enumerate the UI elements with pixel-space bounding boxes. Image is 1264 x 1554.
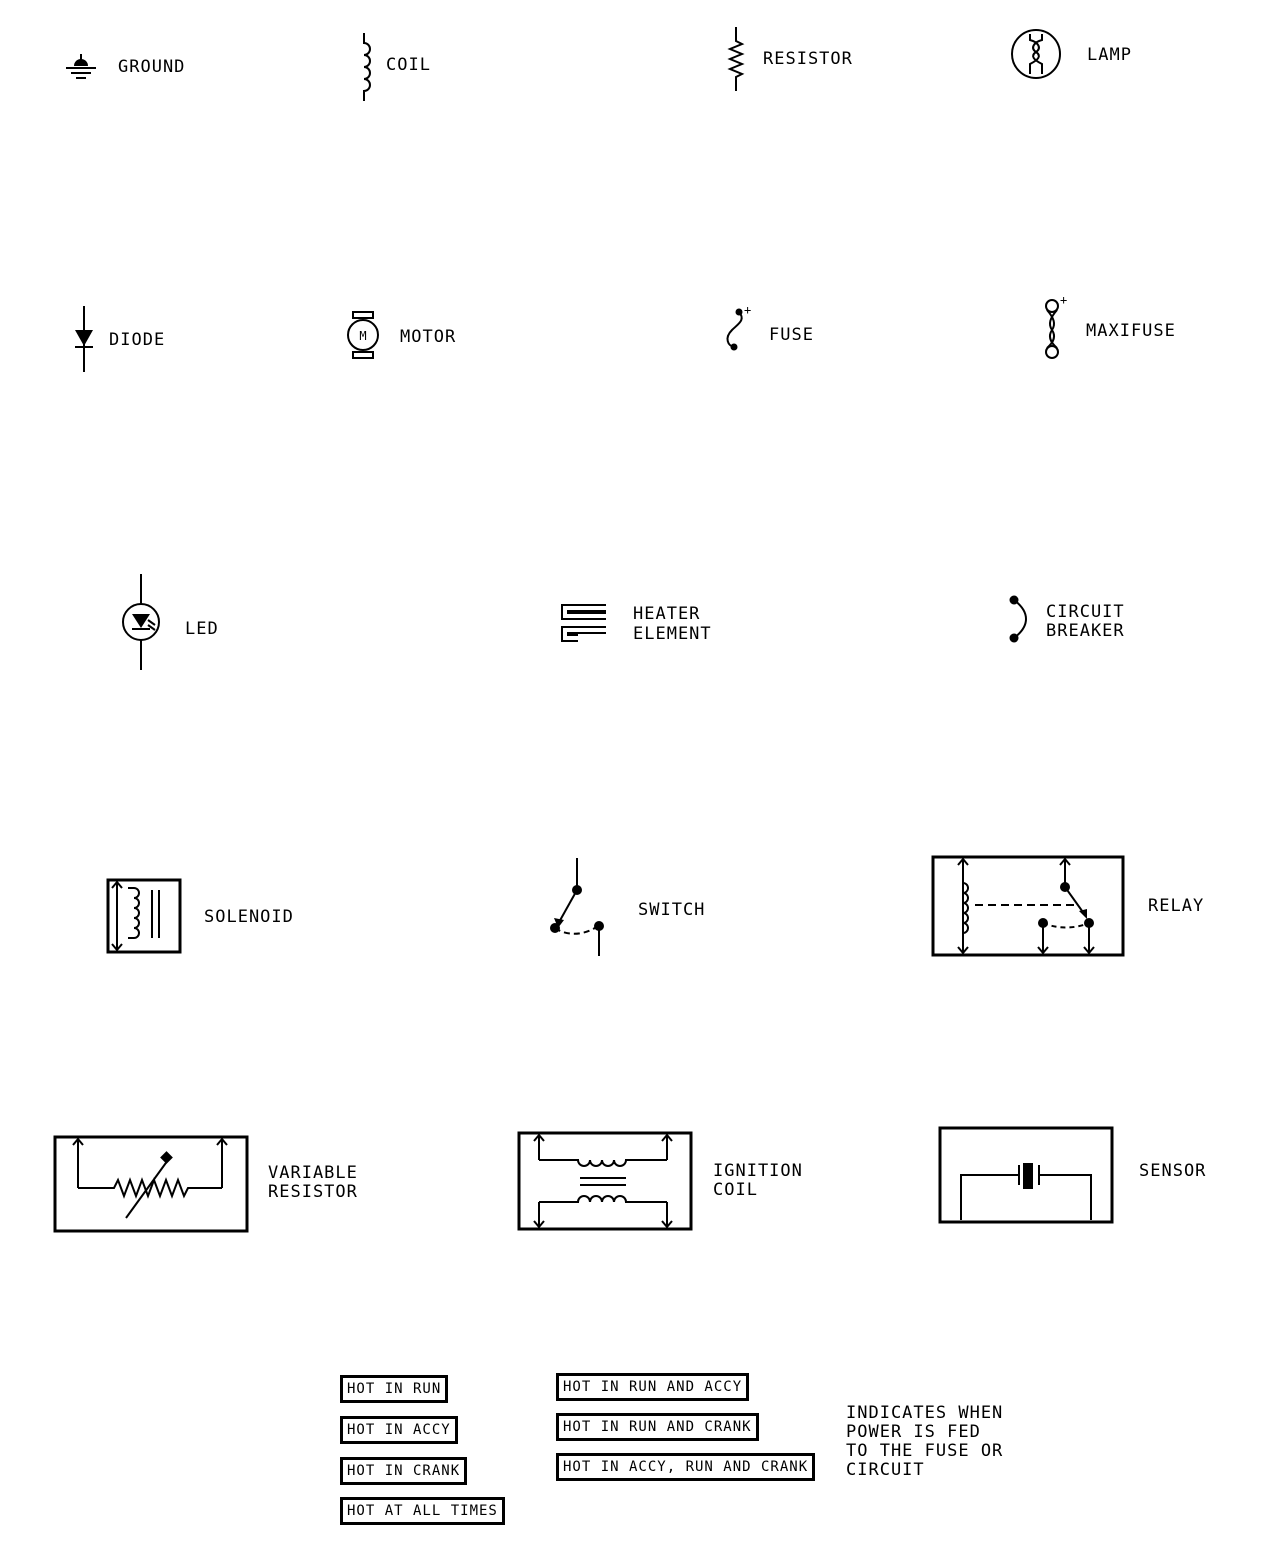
indicator-note-line-3: TO THE FUSE OR: [846, 1441, 1004, 1461]
heater-element-symbol: [558, 601, 614, 645]
hot-at-all-times-tag: HOT AT ALL TIMES: [340, 1497, 505, 1525]
led-label: LED: [185, 619, 219, 639]
hot-in-run-and-crank-tag: HOT IN RUN AND CRANK: [556, 1413, 759, 1441]
coil-label: COIL: [386, 55, 431, 75]
hot-in-accy-run-and-crank-tag: HOT IN ACCY, RUN AND CRANK: [556, 1453, 815, 1481]
variable-resistor-symbol: [50, 1132, 254, 1238]
motor-symbol: [346, 310, 382, 362]
relay-symbol: [929, 853, 1129, 959]
motor-label: MOTOR: [400, 327, 457, 347]
indicator-note-line-4: CIRCUIT: [846, 1460, 925, 1480]
maxifuse-label: MAXIFUSE: [1086, 321, 1176, 341]
solenoid-symbol: [104, 876, 184, 956]
circuit-breaker-symbol: [1004, 592, 1034, 648]
ignition-coil-label-1: IGNITION: [713, 1161, 803, 1181]
indicator-note-line-2: POWER IS FED: [846, 1422, 981, 1442]
indicator-note: [846, 1404, 1003, 1480]
coil-symbol: [350, 33, 380, 103]
relay-label: RELAY: [1148, 896, 1205, 916]
hot-in-accy-tag: HOT IN ACCY: [340, 1416, 458, 1444]
ground-label: GROUND: [118, 57, 186, 77]
sensor-symbol: [935, 1123, 1119, 1227]
variable-resistor-label-2: RESISTOR: [268, 1182, 358, 1202]
heater-element-label-2: ELEMENT: [633, 624, 712, 644]
fuse-label: FUSE: [769, 325, 814, 345]
ignition-coil-label-2: COIL: [713, 1180, 758, 1200]
indicator-note-line-1: INDICATES WHEN: [846, 1403, 1004, 1423]
switch-symbol: [540, 858, 610, 960]
hot-in-run-and-accy-tag: HOT IN RUN AND ACCY: [556, 1373, 749, 1401]
fuse-symbol: [718, 300, 758, 354]
led-symbol: [120, 574, 168, 672]
ignition-coil-symbol: [514, 1128, 698, 1236]
diode-symbol: [72, 306, 98, 374]
circuit-breaker-label-2: BREAKER: [1046, 621, 1125, 641]
fuse-plus: +: [744, 303, 752, 317]
solenoid-label: SOLENOID: [204, 907, 294, 927]
diode-label: DIODE: [109, 330, 166, 350]
switch-label: SWITCH: [638, 900, 706, 920]
variable-resistor-label-1: VARIABLE: [268, 1163, 358, 1183]
maxifuse-symbol: [1036, 292, 1076, 364]
circuit-breaker-label-1: CIRCUIT: [1046, 602, 1125, 622]
sensor-label: SENSOR: [1139, 1161, 1207, 1181]
ground-symbol: [62, 54, 102, 84]
lamp-symbol: [1010, 28, 1066, 84]
hot-in-run-tag: HOT IN RUN: [340, 1375, 448, 1403]
lamp-label: LAMP: [1087, 45, 1132, 65]
maxifuse-plus: +: [1060, 293, 1068, 307]
motor-letter: M: [359, 329, 367, 343]
resistor-symbol: [726, 27, 750, 93]
heater-element-label-1: HEATER: [633, 604, 701, 624]
resistor-label: RESISTOR: [763, 49, 853, 69]
hot-in-crank-tag: HOT IN CRANK: [340, 1457, 467, 1485]
